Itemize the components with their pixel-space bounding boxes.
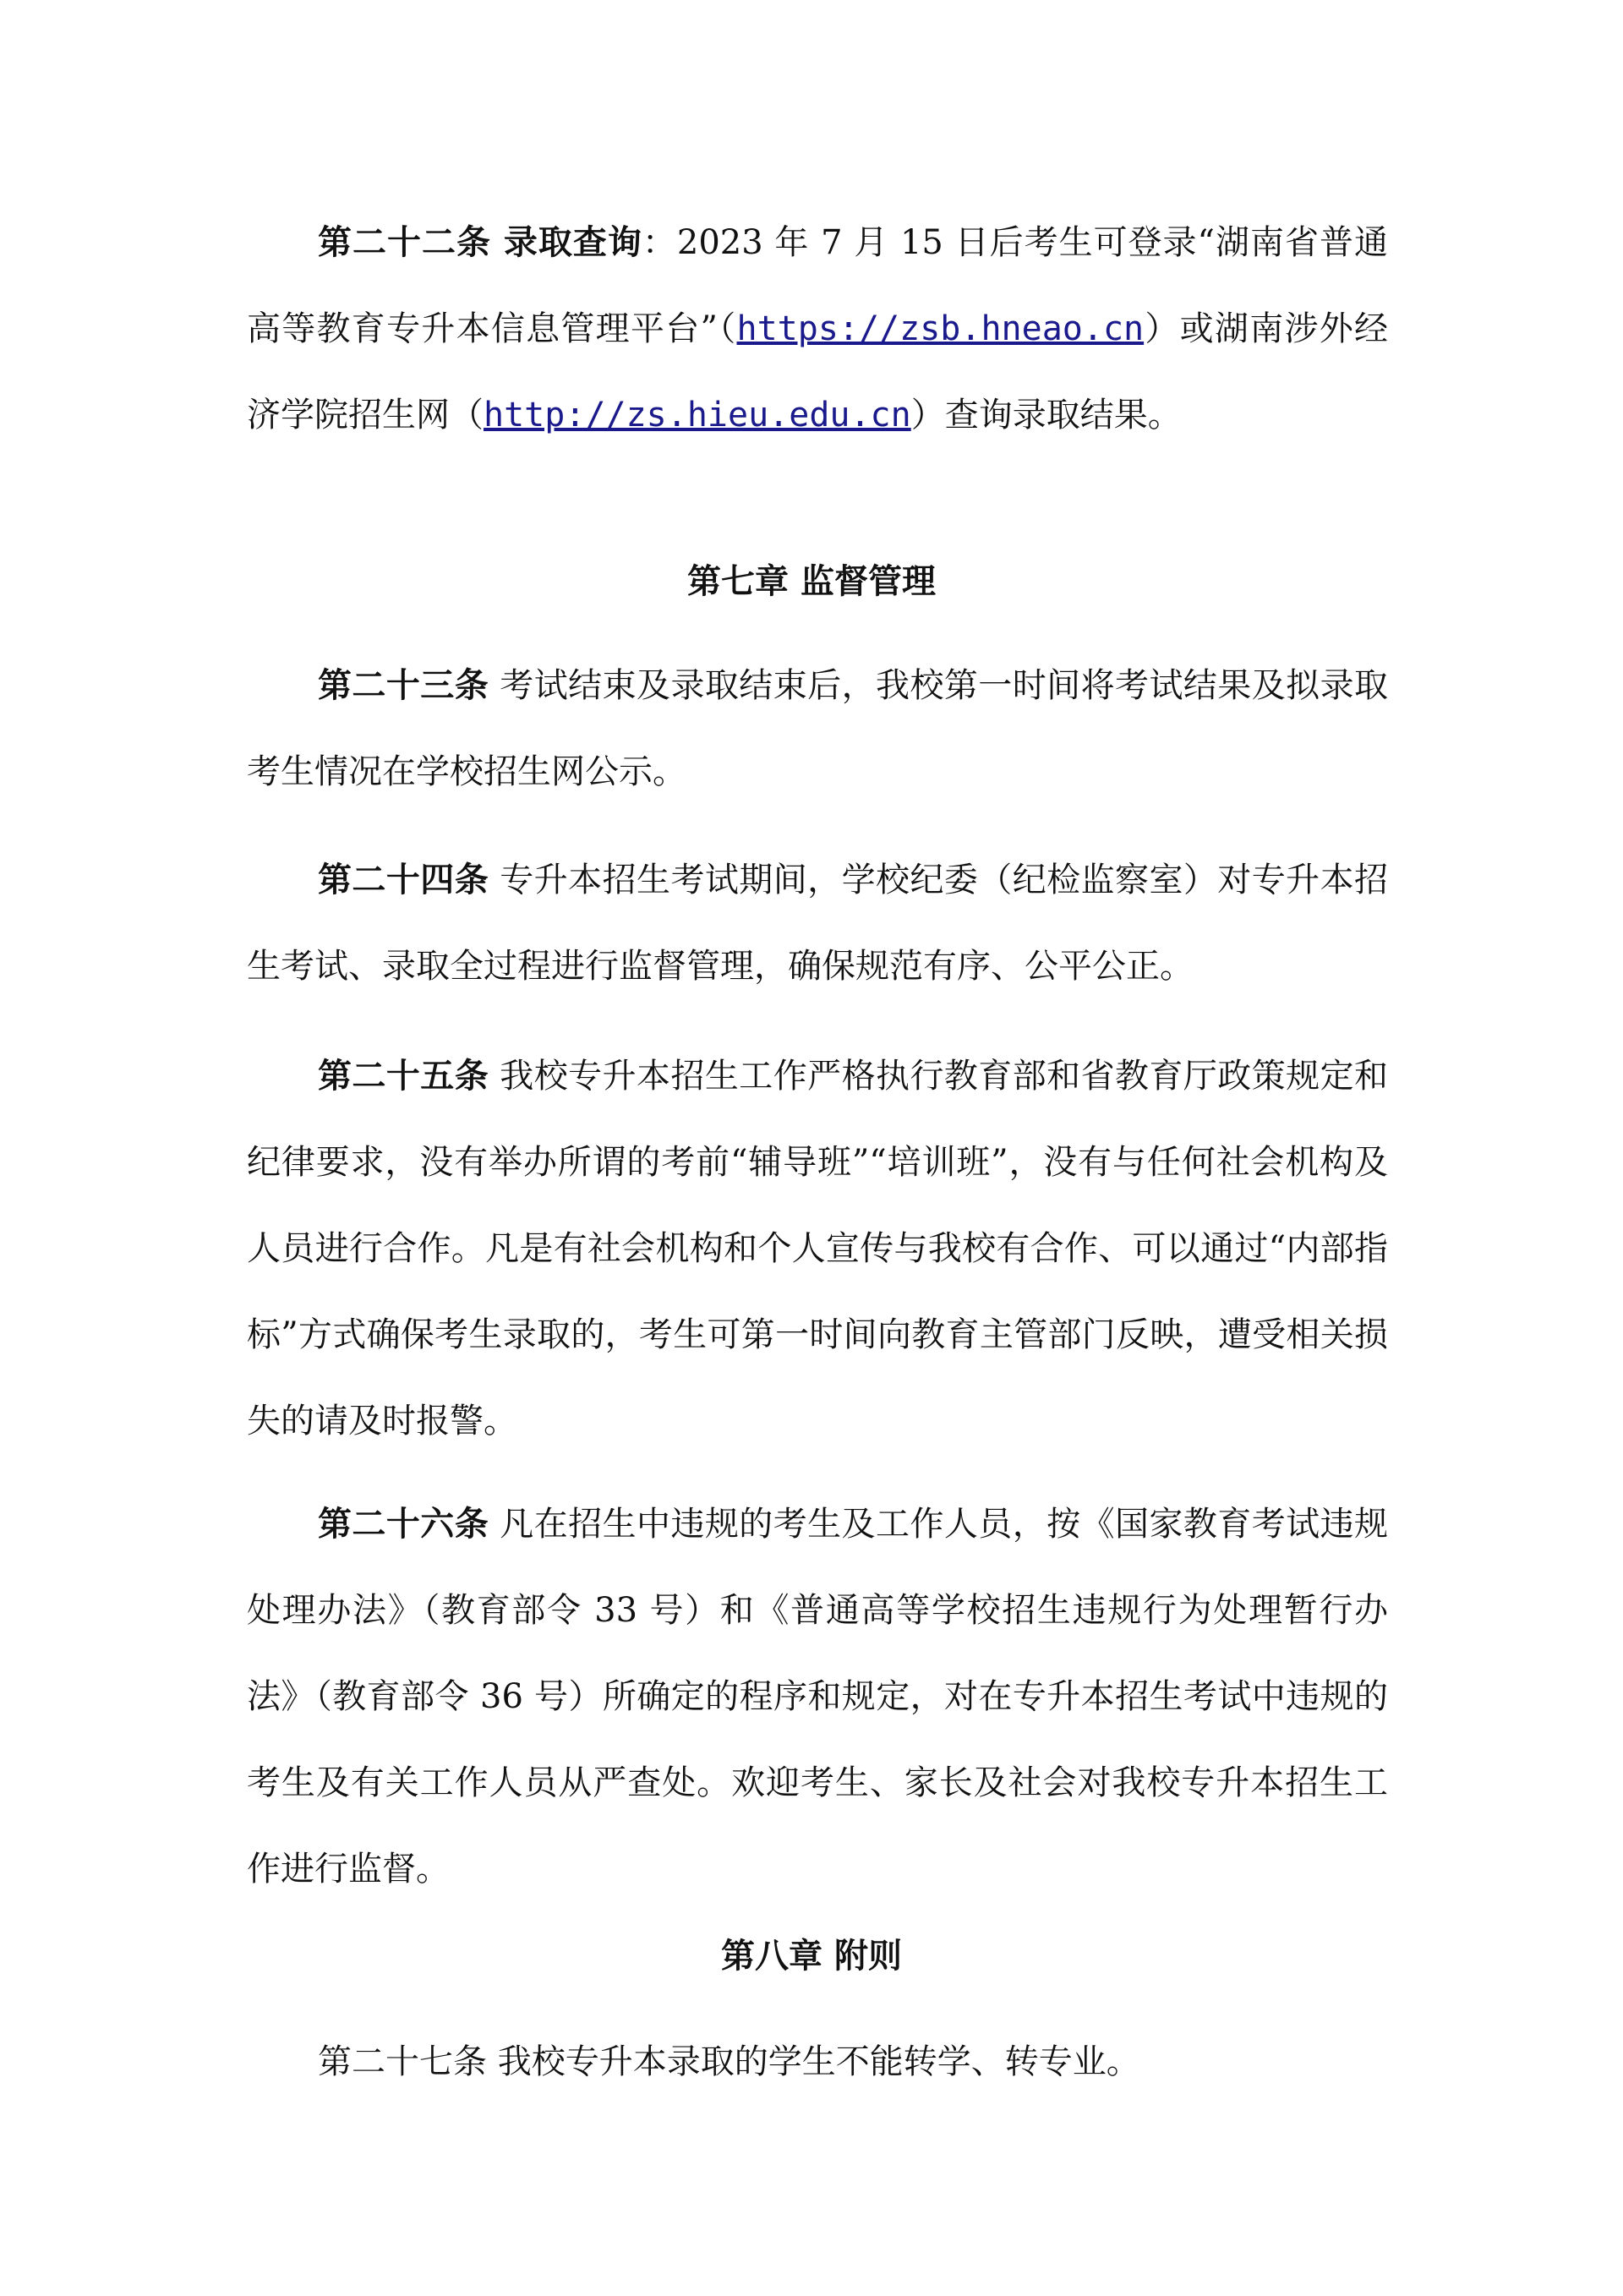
chapter-7-heading: 第七章 监督管理	[687, 562, 936, 601]
article-23-lead: 第二十三条	[318, 666, 489, 705]
article-22	[247, 200, 1388, 458]
article-24	[247, 837, 1388, 1009]
article-24-lead: 第二十四条	[318, 861, 489, 899]
article-22-lead: 第二十二条 录取查询	[318, 223, 642, 262]
article-26-lead: 第二十六条	[318, 1505, 489, 1544]
article-22-text-3: ）查询录取结果。	[910, 396, 1182, 435]
article-27-lead: 第二十七条	[318, 2042, 487, 2081]
article-24-text: 专升本招生考试期间，学校纪委（纪检监察室）对专升本招生考试、录取全过程进行监督管理，确保规范有序、公平公正。	[247, 861, 1389, 986]
article-27	[247, 2019, 1388, 2105]
article-25-text: 我校专升本招生工作严格执行教育部和省教育厅政策规定和纪律要求，没有举办所谓的考前“辅导班”“培训班”，没有与任何社会机构及人员进行合作。凡是有社会机构和个人宣传与我校有合作、可以通过“内部指标”方式确保考生录取的，考生可第一时间向教育主管部门反映，遭受相关损失的请及时报警。	[247, 1057, 1389, 1440]
article-27-text: 我校专升本录取的学生不能转学、转专业。	[487, 2042, 1140, 2081]
article-26	[247, 1481, 1388, 1912]
article-25-lead: 第二十五条	[318, 1057, 489, 1096]
article-23	[247, 642, 1388, 815]
article-25	[247, 1033, 1388, 1464]
school-admission-link[interactable]: http://zs.hieu.edu.cn	[484, 396, 911, 435]
article-22-text-2: ）或湖南涉外经济学院招生网（	[247, 309, 1389, 435]
article-22-text-1: ：2023 年 7 月 15 日后考生可登录“湖南省普通高等教育专升本信息管理平台”（	[247, 223, 1388, 348]
zsb-platform-link[interactable]: https://zsb.hneao.cn	[736, 309, 1145, 348]
article-26-text: 凡在招生中违规的考生及工作人员，按《国家教育考试违规处理办法》（教育部令 33 号）和《普通高等学校招生违规行为处理暂行办法》（教育部令 36 号）所确定的程序和规定，对在专升本招生考试中违规的考生及有关工作人员从严查处。欢迎考生、家长及社会对我校专升本招生工作进行监督。	[247, 1505, 1389, 1889]
article-23-text: 考试结束及录取结束后，我校第一时间将考试结果及拟录取考生情况在学校招生网公示。	[247, 666, 1389, 791]
chapter-8-heading: 第八章 附则	[721, 1937, 902, 1976]
